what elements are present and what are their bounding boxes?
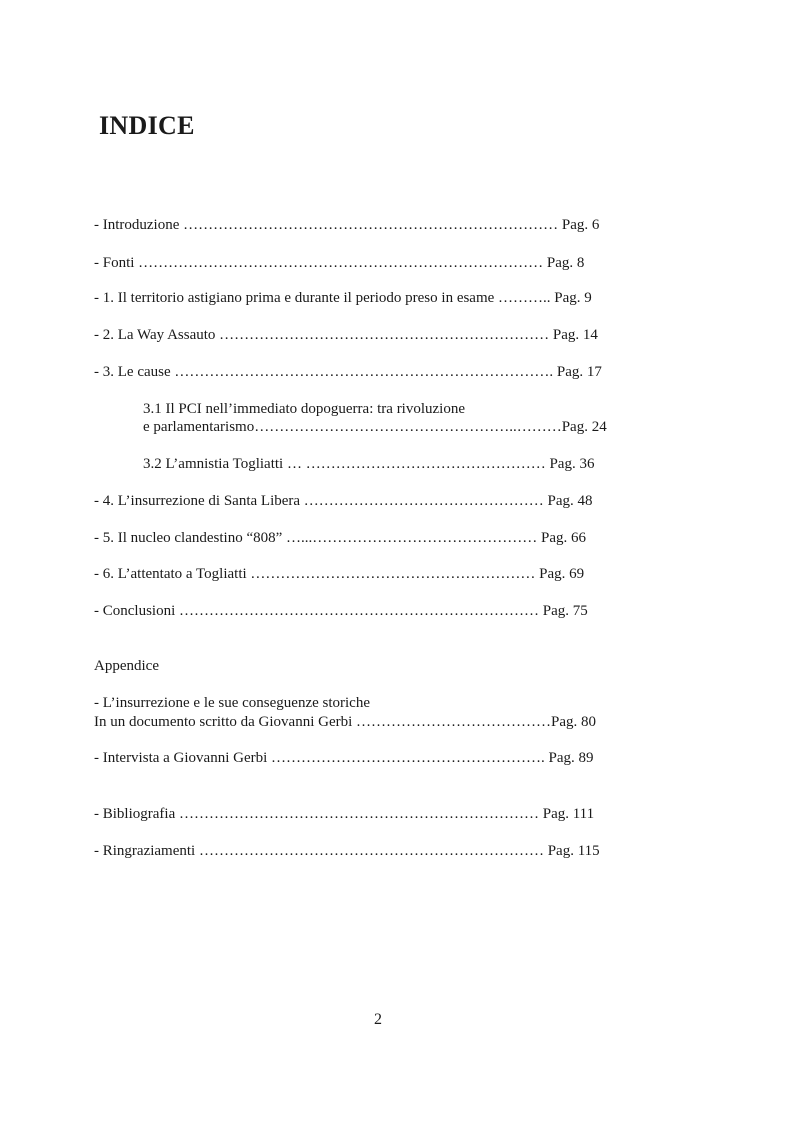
toc-entry-introduzione: - Introduzione ………………………………………………………………… Pag. 6 — [94, 217, 600, 233]
toc-entry-appendix-2: - Intervista a Giovanni Gerbi ………………………………………………. Pag. 89 — [94, 750, 594, 766]
appendix-heading: Appendice — [94, 658, 159, 674]
toc-entry-chapter-5: - 5. Il nucleo clandestino “808” …...……………………………………… Pag. 66 — [94, 530, 587, 546]
toc-entry-conclusioni: - Conclusioni ……………………………………………………………… Pag. 75 — [94, 603, 588, 619]
toc-entry-appendix-1-line-2: In un documento scritto da Giovanni Gerbi …………………………………Pag. 80 — [94, 714, 597, 730]
toc-entry-ringraziamenti: - Ringraziamenti …………………………………………………………… Pag. 115 — [94, 843, 600, 859]
toc-entry-chapter-2: - 2. La Way Assauto ………………………………………………………… Pag. 14 — [94, 327, 598, 343]
toc-entry-chapter-6: - 6. L’attentato a Togliatti ………………………………………………… Pag. 69 — [94, 566, 585, 582]
toc-entry-chapter-4: - 4. L’insurrezione di Santa Libera ………………………………………… Pag. 48 — [94, 493, 593, 509]
toc-entry-chapter-3: - 3. Le cause …………………………………………………………………. Pag. 17 — [94, 364, 602, 380]
toc-entry-section-3-1-line-2: e parlamentarismo……………………………………………..………Pag. 24 — [143, 419, 607, 435]
toc-entry-section-3-2: 3.2 L’amnistia Togliatti … ………………………………………… Pag. 36 — [143, 456, 595, 472]
page-title: INDICE — [99, 111, 195, 140]
toc-entry-chapter-1: - 1. Il territorio astigiano prima e durante il periodo preso in esame ……….. Pag. 9 — [94, 290, 592, 306]
toc-entry-fonti: - Fonti ……………………………………………………………………… Pag. 8 — [94, 255, 585, 271]
toc-entry-bibliografia: - Bibliografia ……………………………………………………………… Pag. 111 — [94, 806, 595, 822]
toc-entry-appendix-1-line-1: - L’insurrezione e le sue conseguenze storiche — [94, 695, 370, 711]
toc-entry-section-3-1-line-1: 3.1 Il PCI nell’immediato dopoguerra: tra rivoluzione — [143, 401, 466, 417]
page-number: 2 — [374, 1011, 382, 1028]
